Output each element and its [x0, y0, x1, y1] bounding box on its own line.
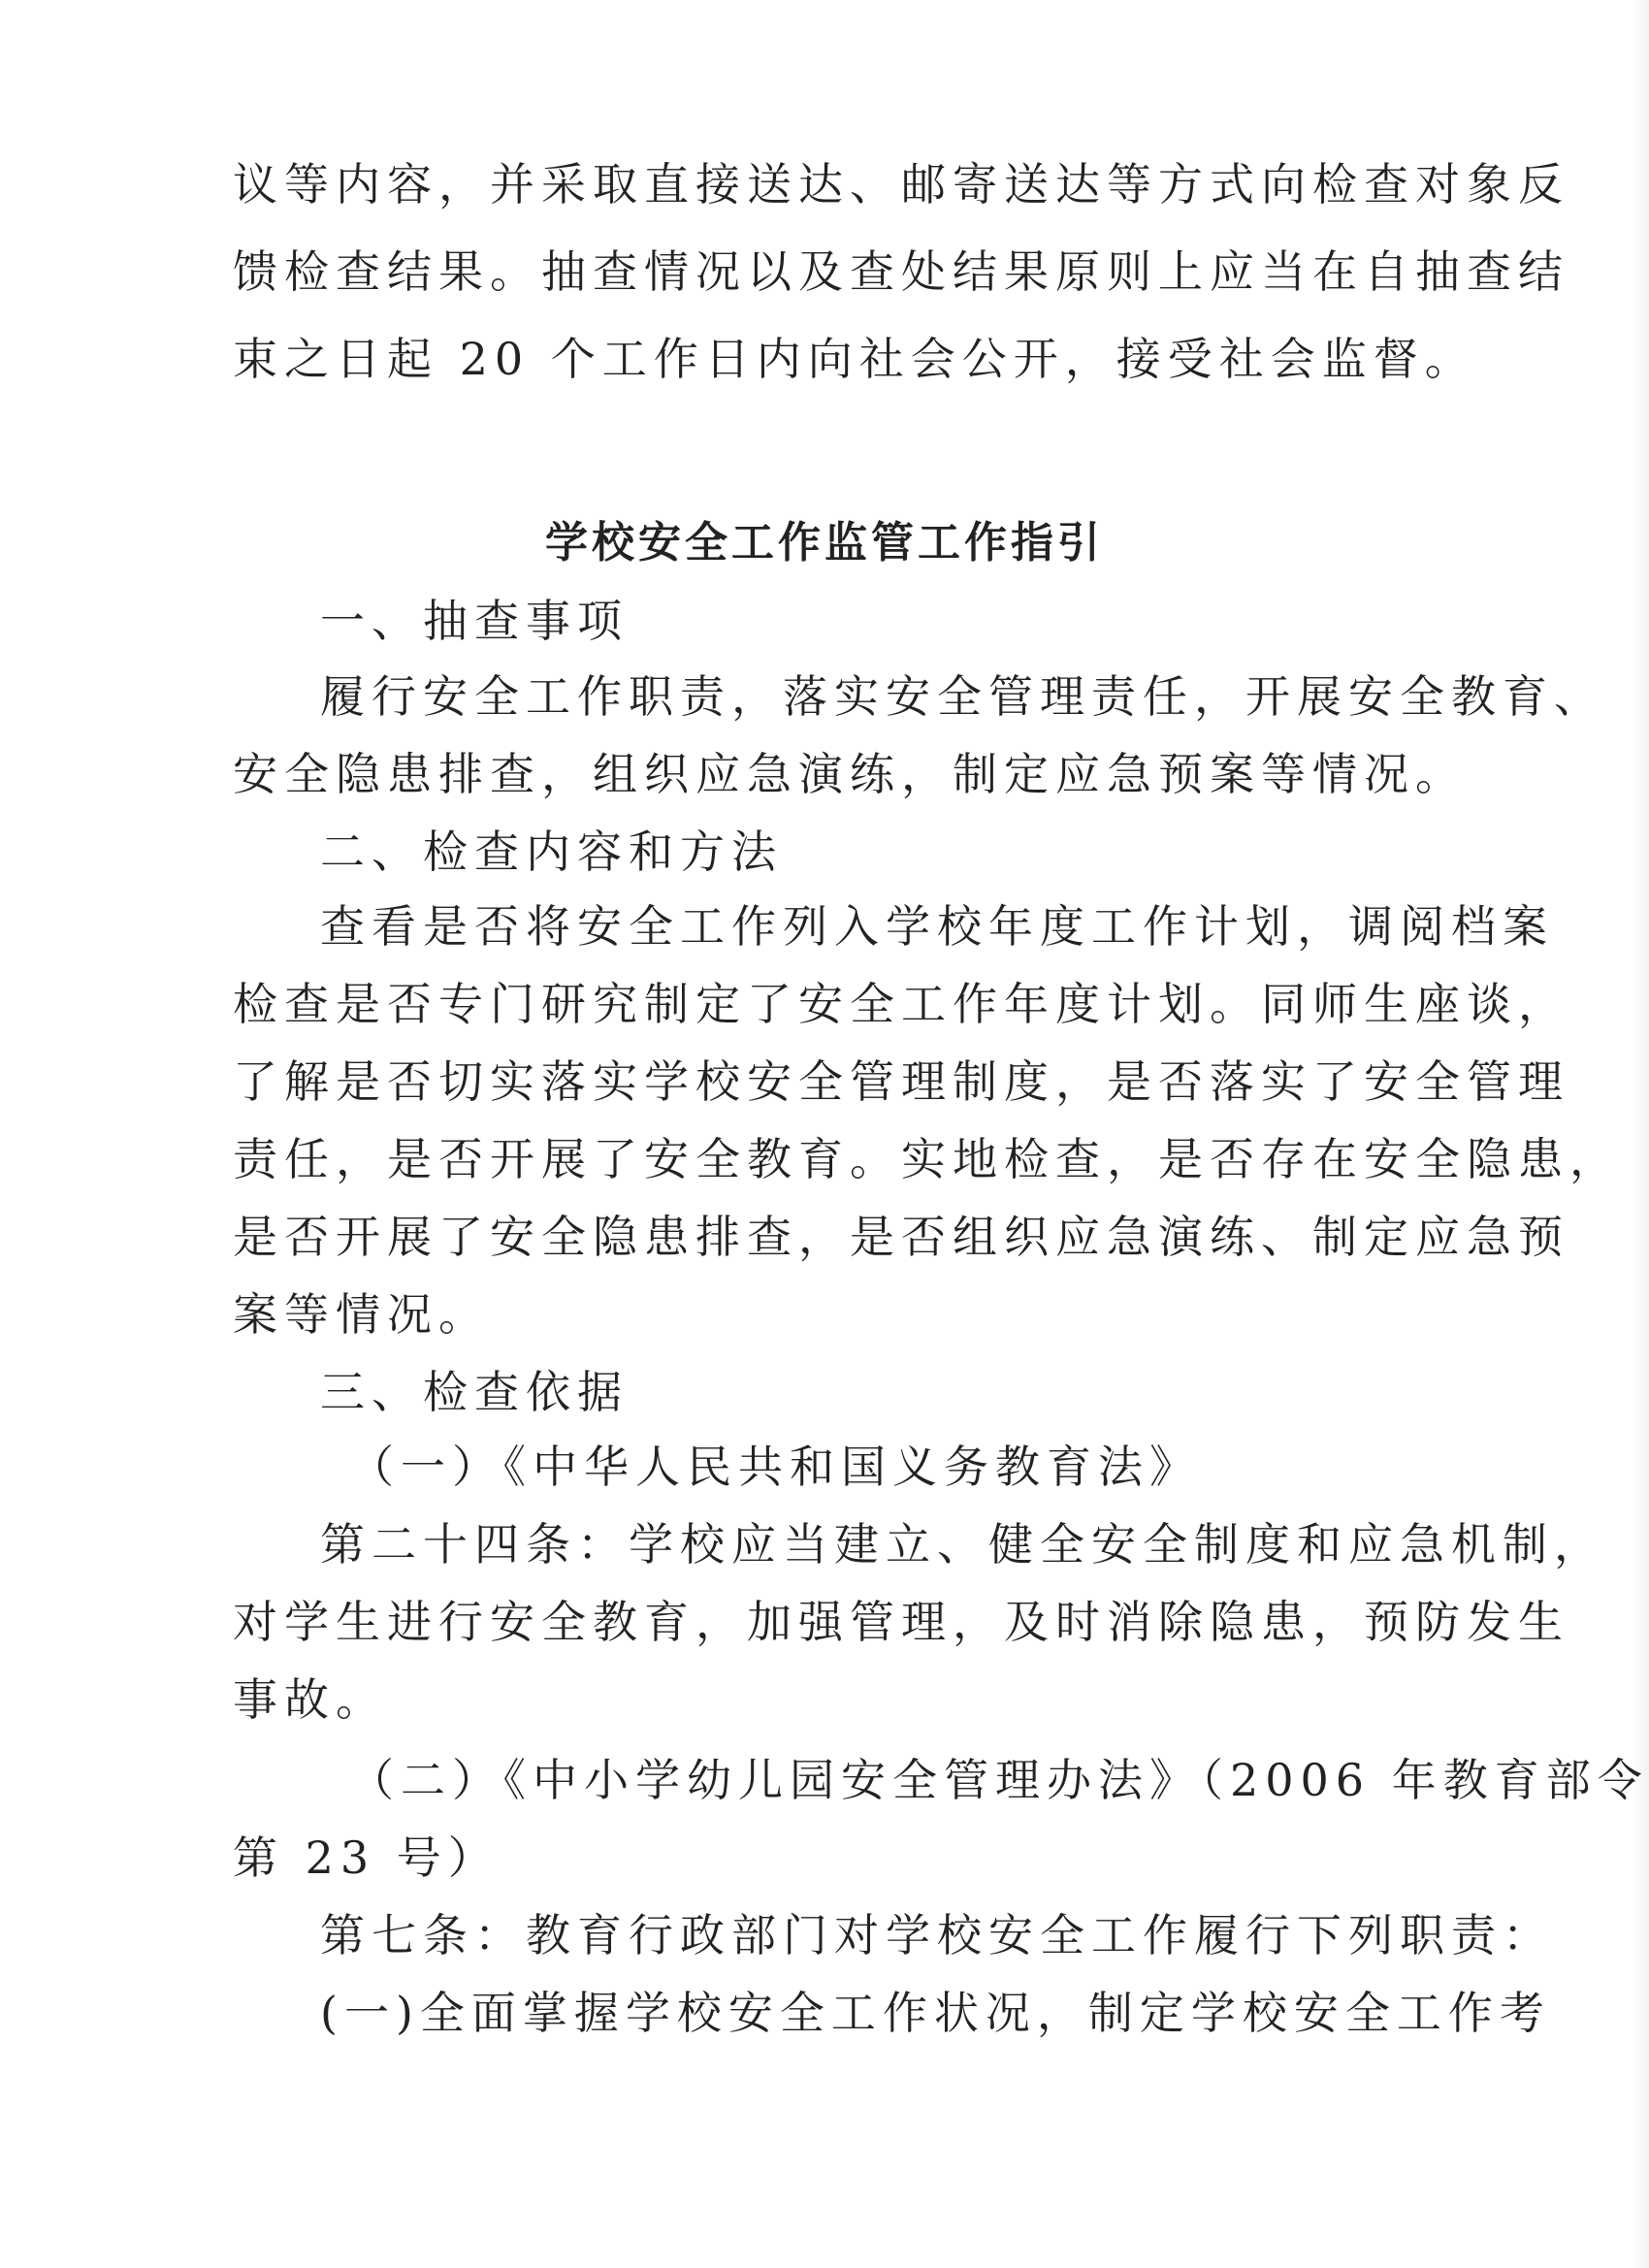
law-1-line-1: 第二十四条：学校应当建立、健全安全制度和应急机制，	[320, 1518, 1605, 1571]
law-2-line-1: 第七条：教育行政部门对学校安全工作履行下列职责：	[320, 1909, 1554, 1961]
document-title: 学校安全工作监管工作指引	[545, 518, 1104, 567]
law-2-title-line-2: 第 23 号）	[233, 1831, 500, 1884]
section-2-line-1: 查看是否将安全工作列入学校年度工作计划，调阅档案	[320, 900, 1554, 953]
section-2-heading: 二、检查内容和方法	[320, 826, 783, 878]
intro-line-1: 议等内容，并采取直接送达、邮寄送达等方式向检查对象反	[233, 158, 1569, 211]
section-2-line-4: 责任，是否开展了安全教育。实地检查，是否存在安全隐患，	[233, 1133, 1621, 1185]
section-3-heading: 三、检查依据	[320, 1366, 629, 1418]
law-1-title: （一）《中华人民共和国义务教育法》	[349, 1441, 1201, 1493]
section-1-heading: 一、抽查事项	[320, 595, 629, 647]
section-1-line-2: 安全隐患排查，组织应急演练，制定应急预案等情况。	[233, 748, 1467, 800]
law-2-title-line-1: （二）《中小学幼儿园安全管理办法》（2006 年教育部令	[349, 1754, 1649, 1806]
intro-line-3: 束之日起 20 个工作日内向社会公开，接受社会监督。	[233, 333, 1476, 385]
section-2-line-2: 检查是否专门研究制定了安全工作年度计划。同师生座谈，	[233, 978, 1569, 1030]
section-2-line-6: 案等情况。	[233, 1288, 490, 1341]
law-2-line-2: (一)全面掌握学校安全工作状况，制定学校安全工作考	[320, 1987, 1551, 2039]
law-1-line-3: 事故。	[233, 1673, 387, 1726]
section-1-line-1: 履行安全工作职责，落实安全管理责任，开展安全教育、	[320, 670, 1605, 723]
section-2-line-3: 了解是否切实落实学校安全管理制度，是否落实了安全管理	[233, 1055, 1569, 1108]
section-2-line-5: 是否开展了安全隐患排查，是否组织应急演练、制定应急预	[233, 1211, 1569, 1263]
intro-line-2: 馈检查结果。抽查情况以及查处结果原则上应当在自抽查结	[233, 245, 1569, 298]
law-1-line-2: 对学生进行安全教育，加强管理，及时消除隐患，预防发生	[233, 1596, 1569, 1648]
